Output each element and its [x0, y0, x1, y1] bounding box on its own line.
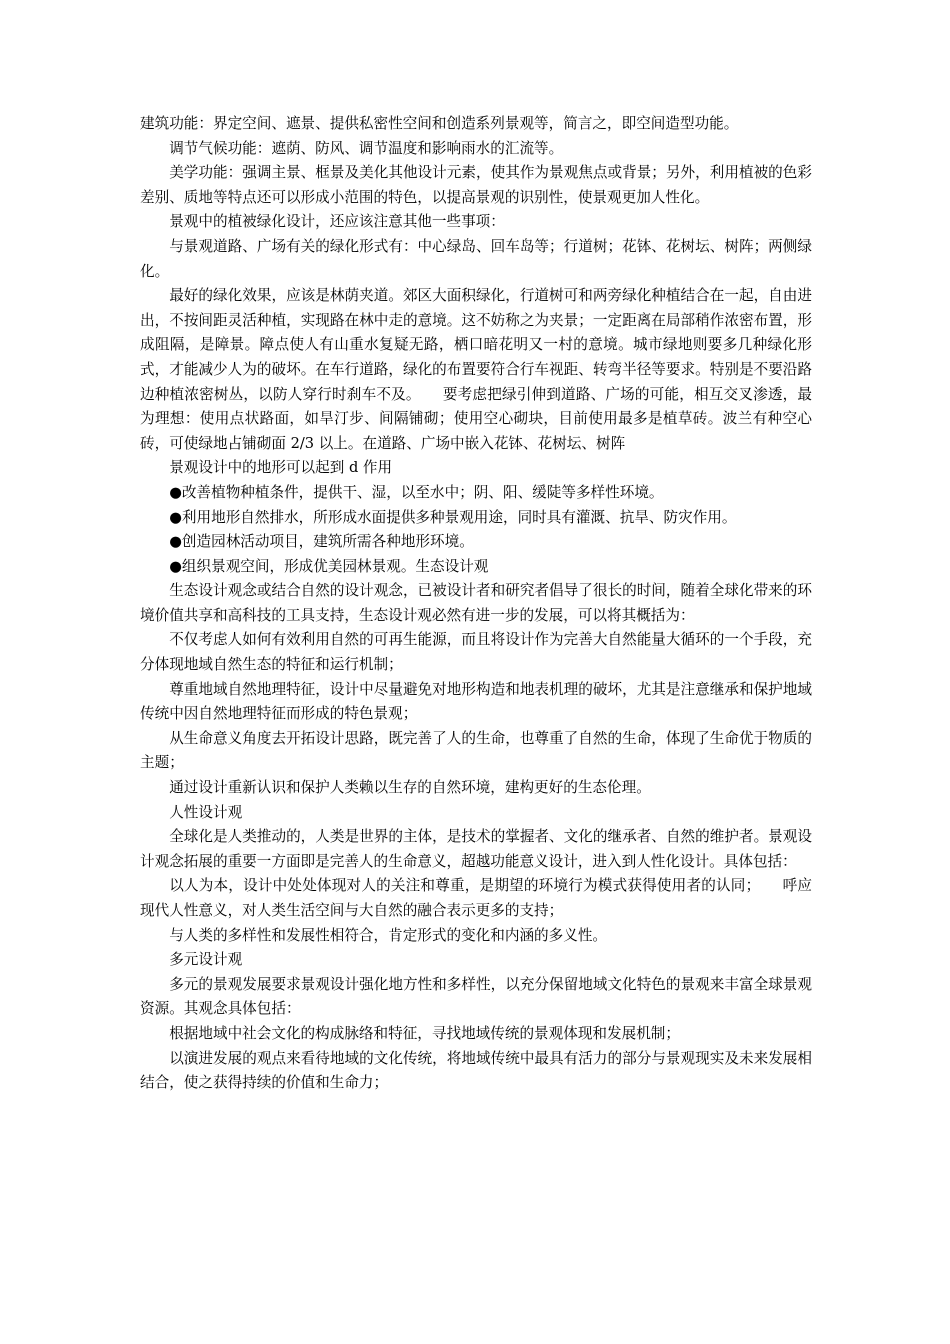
- heading-humanistic-design: 人性设计观: [169, 803, 243, 821]
- paragraph-aesthetic-function: 美学功能：强调主景、框景及美化其他设计元素，使其作为景观焦点或背景；另外，利用植被的色彩差别、质地等特点还可以形成小范围的特色，以提高景观的识别性，使景观更加人性化。: [140, 164, 812, 206]
- paragraph-architecture-function: 建筑功能：界定空间、遮景、提供私密性空间和创造系列景观等，简言之，即空间造型功能。: [140, 115, 739, 132]
- paragraph-globalization-humans: 全球化是人类推动的，人类是世界的主体，是技术的掌握者、文化的继承者、自然的维护者。景观设计观念拓展的重要一方面即是完善人的生命意义，超越功能意义设计，进入到人性化设计。具体包括：: [140, 828, 812, 870]
- paragraph-best-greening-effect: 最好的绿化效果，应该是林荫夹道。郊区大面积绿化，行道树可和两旁绿化种植结合在一起，自由进出，不按间距灵活种植，实现路在林中走的意境。这不妨称之为夹景；一定距离在局部稍作浓密布置，形成阻隔，是障景。障点使人有山重水复疑无路，栖口暗花明又一村的意境。城市绿地则要多几种绿化形式，才能减少人为的破坏。在车行道路，绿化的布置要符合行车视距、转弯半径等要求。特别是不要沿路边种植浓密树丛，以防人穿行时刹车不及。 要考虑把绿引伸到道路、广场的可能，相互交叉渗透，最为理想：使用点状路面，如旱汀步、间隔铺砌；使用空心砌块，目前使用最多是植草砖。波兰有种空心砖，可使绿地占铺砌面 2/3 以上。在道路、广场中嵌入花钵、花树坛、树阵: [140, 287, 812, 452]
- paragraph-terrain-role: 景观设计中的地形可以起到 d 作用: [169, 459, 393, 477]
- paragraph-regional-culture: 根据地域中社会文化的构成脉络和特征，寻找地域传统的景观体现和发展机制；: [169, 1024, 680, 1042]
- bullet-landscape-space: ●组织景观空间，形成优美园林景观。生态设计观: [169, 557, 489, 575]
- paragraph-evolutionary-view: 以演进发展的观点来看待地域的文化传统，将地域传统中最具有活力的部分与景观现实及未来发展相结合，使之获得持续的价值和生命力；: [140, 1049, 812, 1092]
- paragraph-respect-geography: 尊重地域自然地理特征，设计中尽量避免对地形构造和地表机理的破坏，尤其是注意继承和保护地域传统中因自然地理特征而形成的特色景观；: [140, 680, 812, 723]
- paragraph-people-oriented: 以人为本，设计中处处体现对人的关注和尊重，是期望的环境行为模式获得使用者的认同； 呼应现代人性意义，对人类生活空间与大自然的融合表示更多的支持；: [140, 877, 812, 919]
- paragraph-diversity: 与人类的多样性和发展性相符合，肯定形式的变化和内涵的多义性。: [169, 926, 608, 944]
- paragraph-ecological-design-intro: 生态设计观念或结合自然的设计观念，已被设计者和研究者倡导了很长的时间，随着全球化带来的环境价值共享和高科技的工具支持，生态设计观必然有进一步的发展，可以将其概括为：: [140, 582, 812, 624]
- document-body: [140, 112, 812, 1096]
- paragraph-road-greening-forms: 与景观道路、广场有关的绿化形式有：中心绿岛、回车岛等；行道树；花钵、花树坛、树阵；两侧绿化。: [140, 237, 812, 280]
- paragraph-ecological-ethics: 通过设计重新认识和保护人类赖以生存的自然环境，建构更好的生态伦理。: [169, 779, 651, 797]
- bullet-activity-terrain: ●创造园林活动项目，建筑所需各种地形环境。: [169, 533, 474, 551]
- bullet-natural-drainage: ●利用地形自然排水，所形成水面提供多种景观用途，同时具有灌溉、抗旱、防灾作用。: [169, 508, 737, 526]
- paragraph-life-meaning: 从生命意义角度去开拓设计思路，既完善了人的生命，也尊重了自然的生命，体现了生命优于物质的主题；: [140, 729, 812, 772]
- paragraph-renewable-energy: 不仅考虑人如何有效利用自然的可再生能源，而且将设计作为完善大自然能量大循环的一个手段，充分体现地域自然生态的特征和运行机制；: [140, 631, 812, 674]
- heading-pluralistic-design: 多元设计观: [169, 951, 243, 969]
- bullet-planting-conditions: ●改善植物种植条件，提供干、湿，以至水中；阴、阳、缓陡等多样性环境。: [169, 483, 664, 501]
- paragraph-pluralistic-intro: 多元的景观发展要求景观设计强化地方性和多样性，以充分保留地域文化特色的景观来丰富全球景观资源。其观念具体包括：: [140, 975, 812, 1018]
- paragraph-climate-function: 调节气候功能：遮荫、防风、调节温度和影响雨水的汇流等。: [169, 139, 564, 157]
- paragraph-planting-notes: 景观中的植被绿化设计，还应该注意其他一些事项：: [169, 213, 505, 231]
